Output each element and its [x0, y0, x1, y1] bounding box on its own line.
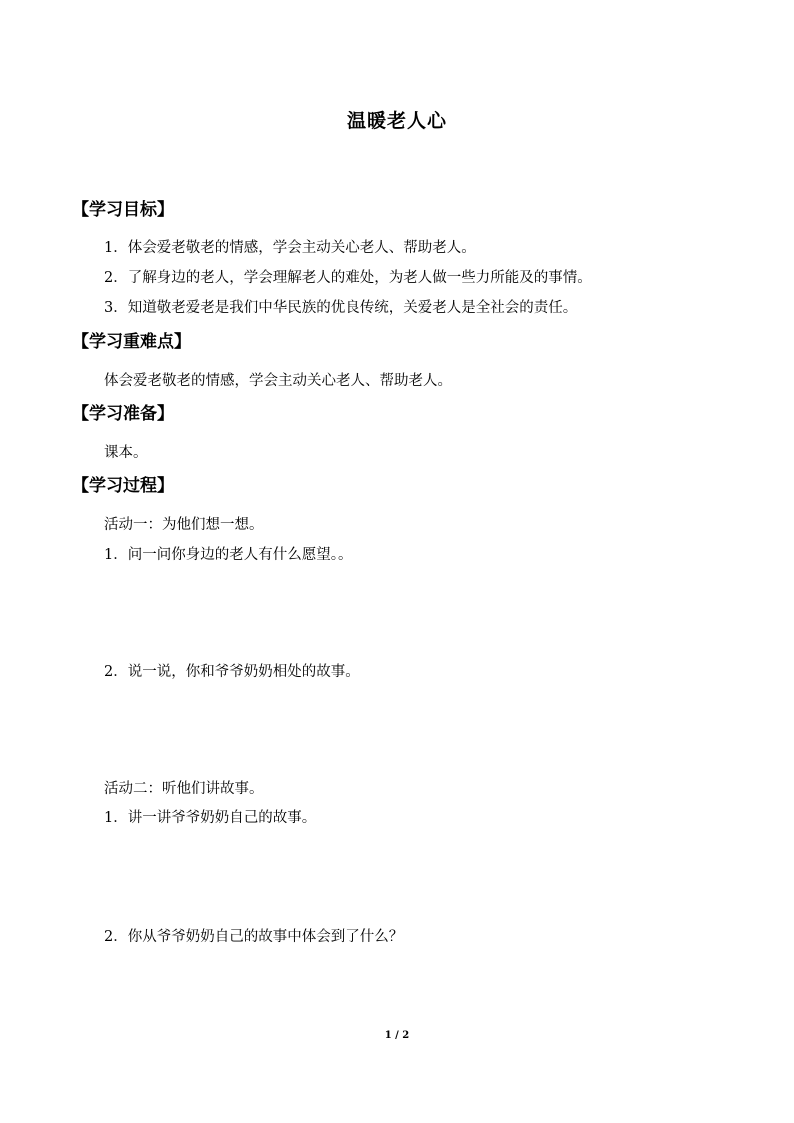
section-heading-key-points: 【学习重难点】 [72, 332, 191, 352]
activity-1-question-1: 1．问一问你身边的老人有什么愿望。。 [104, 547, 353, 563]
activity-1-title: 活动一：为他们想一想。 [104, 517, 264, 533]
goal-item-3: 3．知道敬老爱老是我们中华民族的优良传统，关爱老人是全社会的责任。 [104, 300, 578, 316]
section-heading-goals: 【学习目标】 [72, 200, 174, 220]
page-number: 1 / 2 [384, 1030, 410, 1041]
goal-item-2: 2．了解身边的老人，学会理解老人的难处，为老人做一些力所能及的事情。 [104, 270, 592, 286]
activity-2-title: 活动二：听他们讲故事。 [104, 781, 264, 797]
section-heading-process: 【学习过程】 [72, 476, 174, 496]
key-points-text: 体会爱老敬老的情感，学会主动关心老人、帮助老人。 [104, 373, 452, 389]
goal-item-1: 1．体会爱老敬老的情感，学会主动关心老人、帮助老人。 [104, 240, 476, 256]
activity-1-question-2: 2．说一说，你和爷爷奶奶相处的故事。 [104, 664, 360, 680]
activity-2-question-2: 2．你从爷爷奶奶自己的故事中体会到了什么？ [104, 929, 404, 945]
preparation-text: 课本。 [104, 445, 148, 461]
activity-2-question-1: 1．讲一讲爷爷奶奶自己的故事。 [104, 810, 317, 826]
section-heading-preparation: 【学习准备】 [72, 404, 174, 424]
document-title: 温暖老人心 [346, 110, 447, 132]
